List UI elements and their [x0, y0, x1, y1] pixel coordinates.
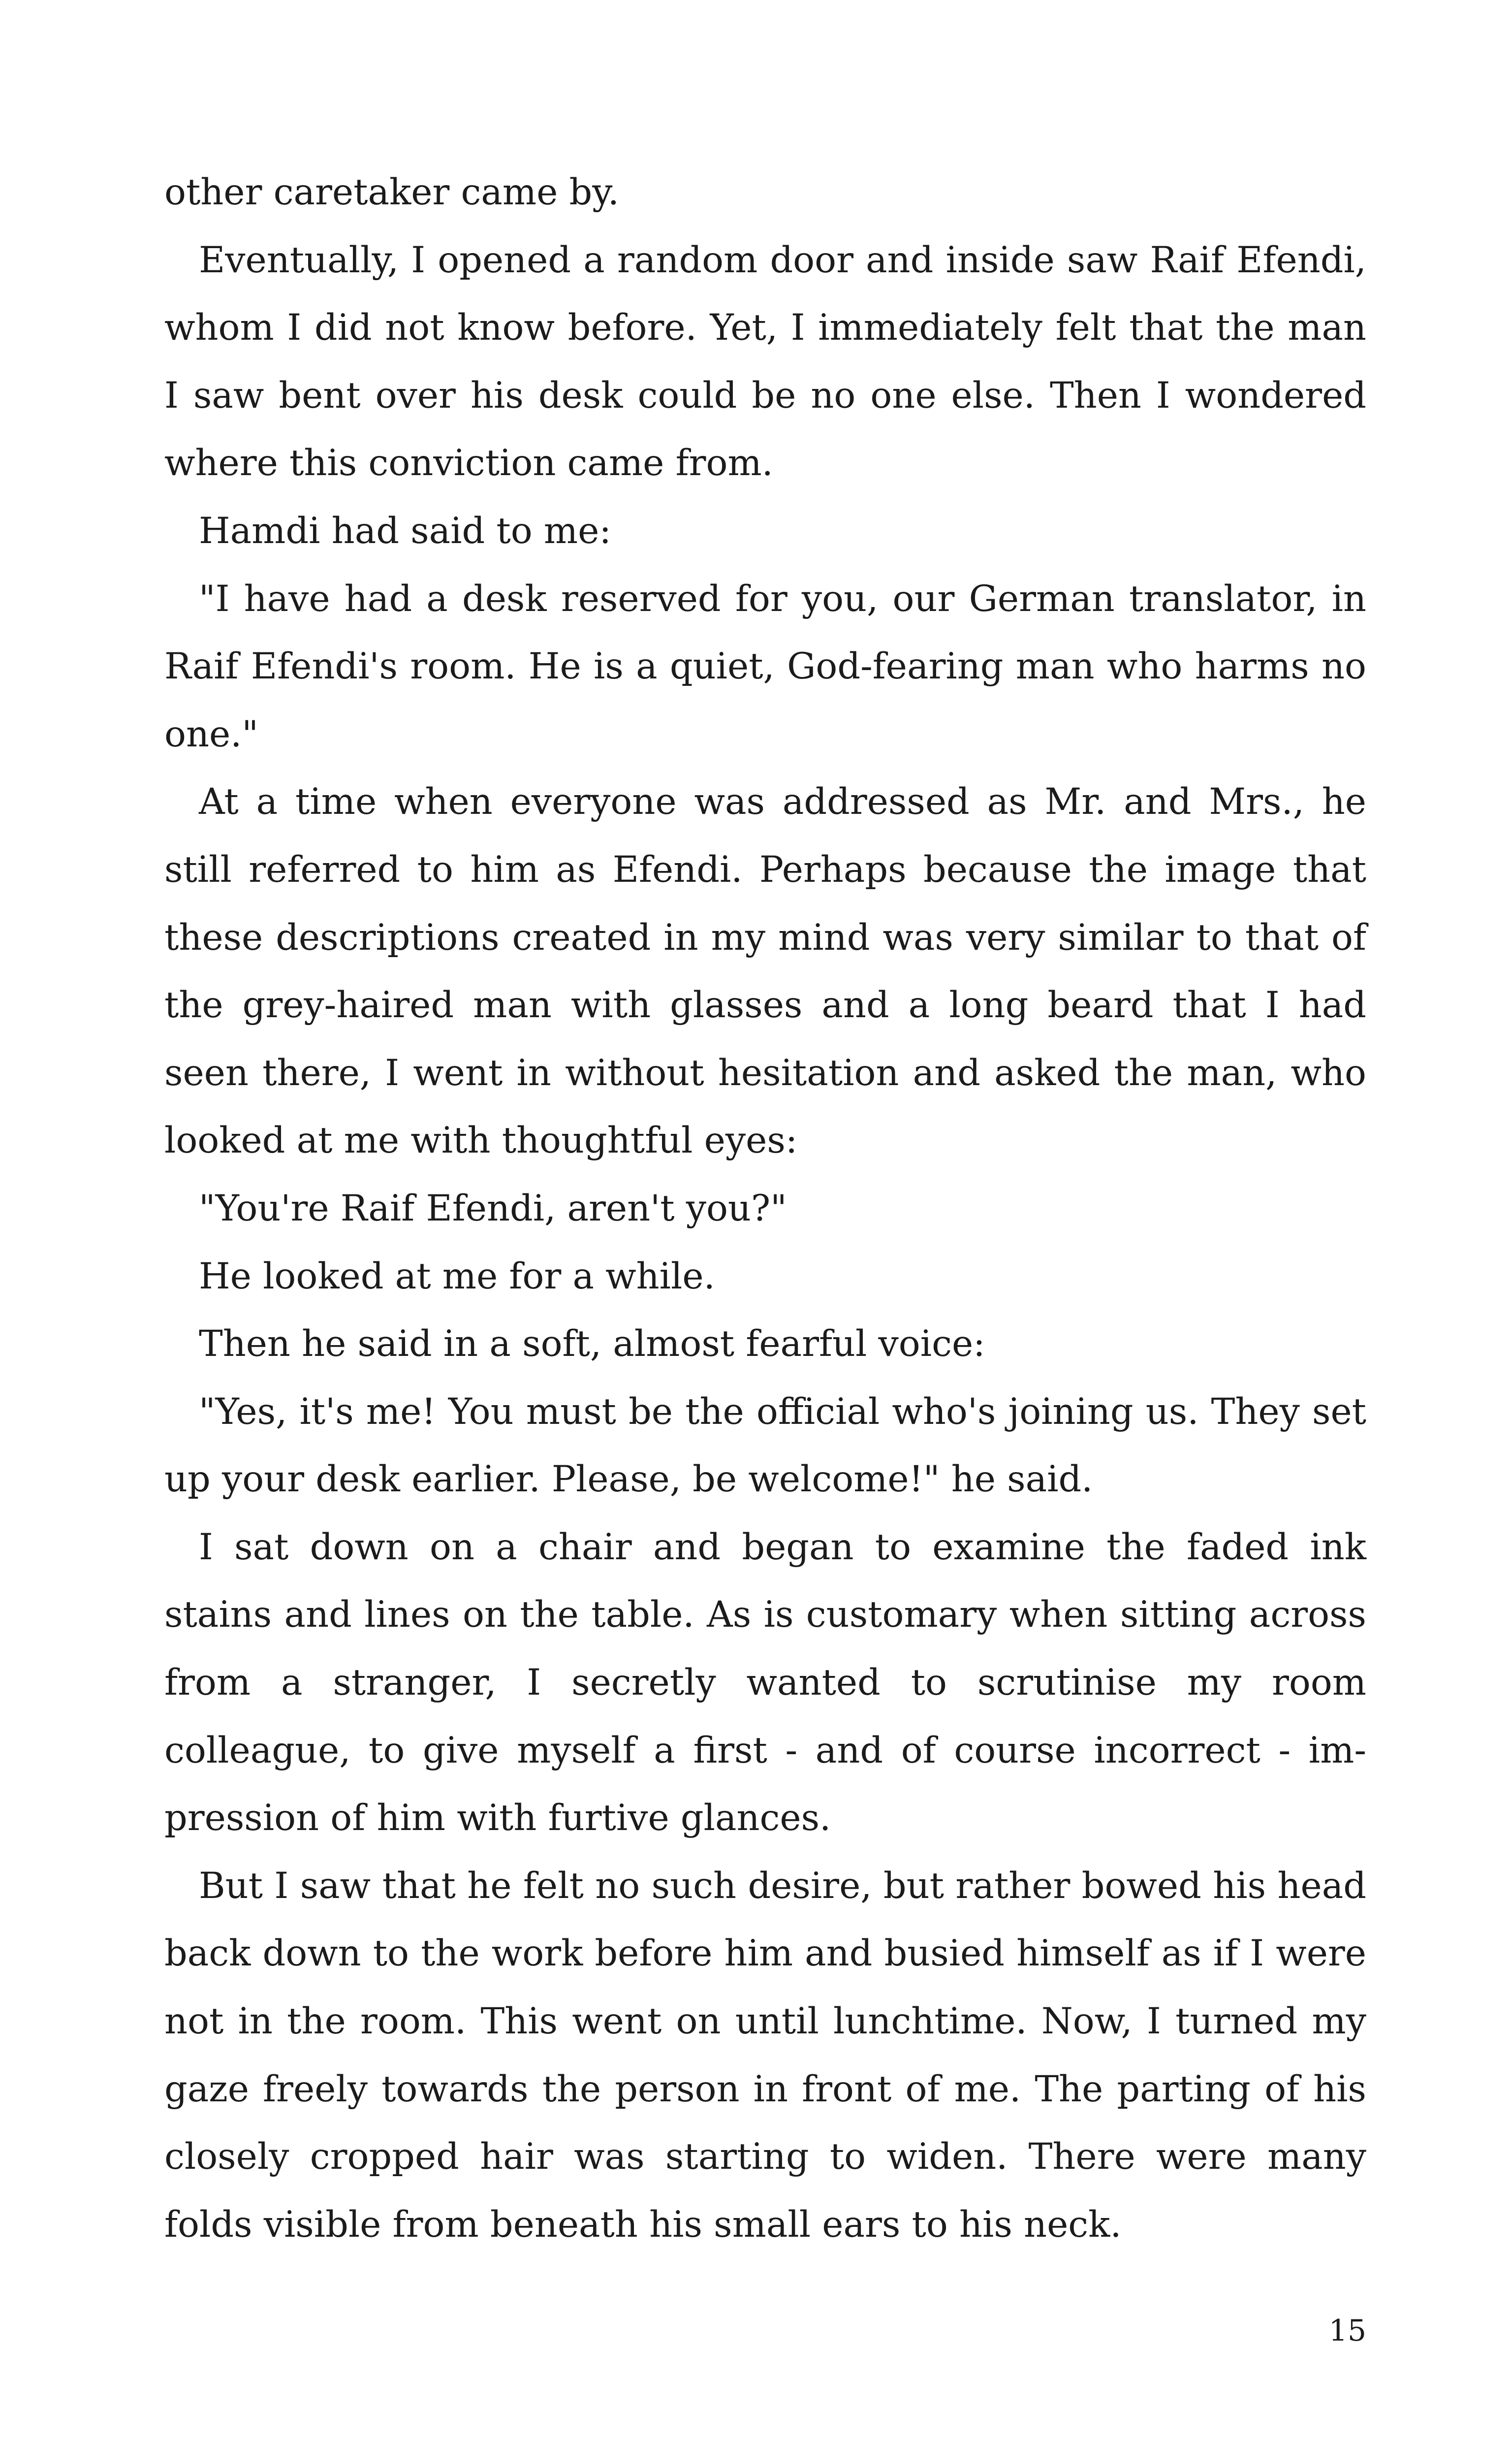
- paragraph: "You're Raif Efendi, aren't you?": [199, 1187, 787, 1229]
- paragraph: "Yes, it's me! You must be the official who's joining us. They set up your desk earlier. Please, be welcome!" he said.: [164, 1390, 1366, 1501]
- paragraph: Eventually, I opened a random door and inside saw Raif Efendi, whom I did not know before. Yet, I immediately felt that the man I saw bent over his desk could be no one else. Then I wondered where this conviction came from.: [164, 239, 1366, 484]
- body-text: [164, 159, 1366, 2258]
- paragraph: I sat down on a chair and began to examine the faded ink stains and lines on the table. As is customary when sitting across from a stranger, I secretly wanted to scrutinise my room colleague, to give myself a first - and of course incorrect - impression of him with furtive glances.: [164, 1526, 1366, 1839]
- paragraph: He looked at me for a while.: [199, 1255, 715, 1297]
- paragraph: Then he said in a soft, almost fearful voice:: [199, 1323, 985, 1365]
- paragraph: Hamdi had said to me:: [199, 510, 611, 552]
- paragraph: But I saw that he felt no such desire, but rather bowed his head back down to the work before him and busied himself as if I were not in the room. This went on until lunchtime. Now, I turned my gaze freely towards the person in front of me. The parting of his closely cropped hair was starting to widen. There were many folds visible from beneath his small ears to his neck.: [164, 1864, 1366, 2246]
- paragraph: At a time when everyone was addressed as Mr. and Mrs., he still referred to him as Efendi. Perhaps because the image that these descriptions created in my mind was very similar to that of the grey-haired man with glasses and a long beard that I had seen there, I went in without hesitation and asked the man, who looked at me with thoughtful eyes:: [164, 781, 1366, 1162]
- page-number: 15: [1328, 2314, 1366, 2348]
- paragraph: other caretaker came by.: [164, 171, 620, 213]
- paragraph: "I have had a desk reserved for you, our German translator, in Raif Efendi's room. He is a quiet, God-fearing man who harms no one.": [164, 578, 1366, 755]
